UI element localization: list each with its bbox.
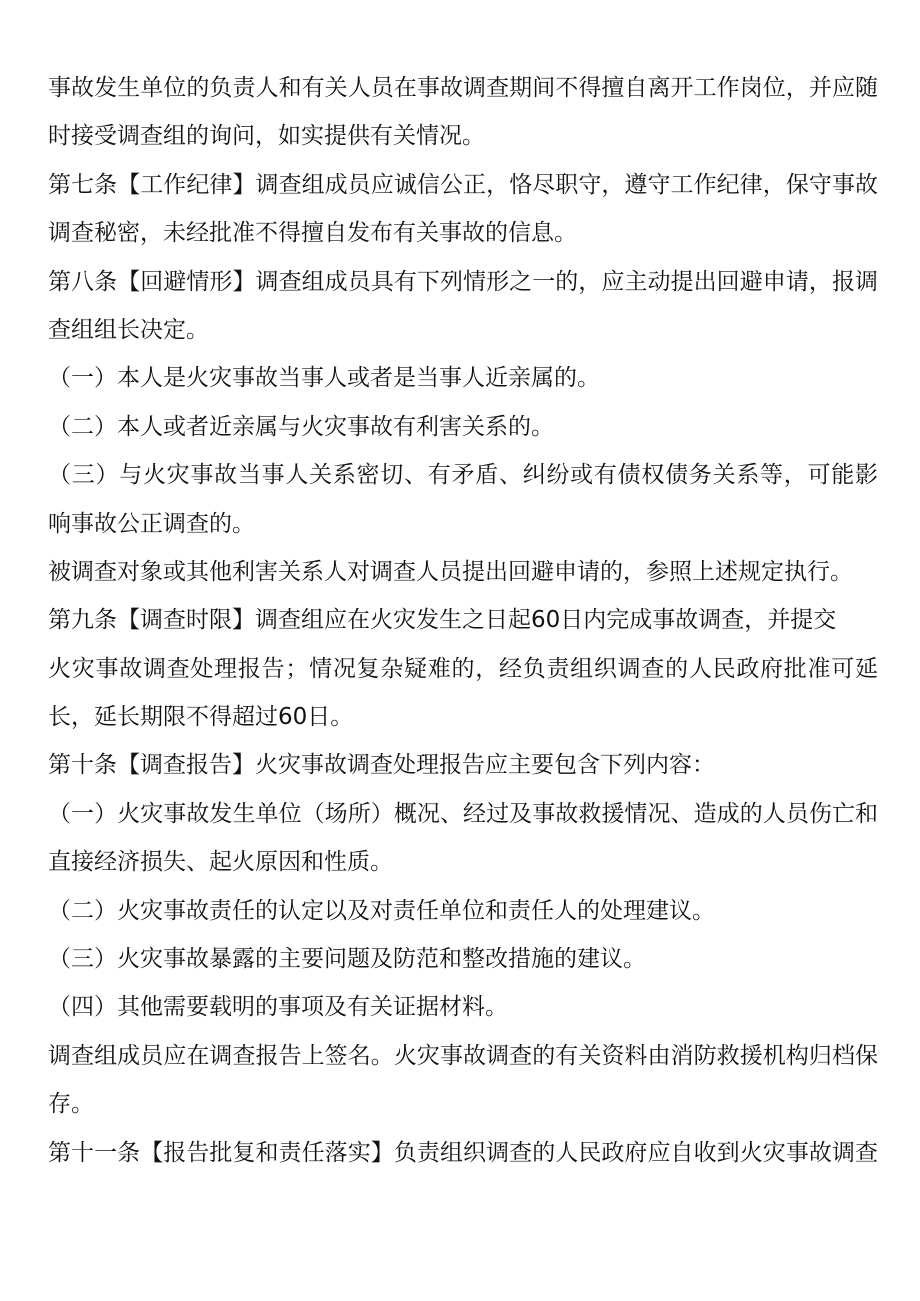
text-line: 存。 bbox=[48, 1091, 94, 1118]
text-line: 调查组成员应在调查报告上签名。火灾事故调查的有关资料由消防救援机构归档保 bbox=[48, 1042, 878, 1069]
text-line: 第七条【工作纪律】调查组成员应诚信公正，恪尽职守，遵守工作纪律，保守事故 bbox=[48, 171, 878, 198]
text-line: （二）火灾事故责任的认定以及对责任单位和责任人的处理建议。 bbox=[48, 897, 715, 924]
text-line: 时接受调查组的询问，如实提供有关情况。 bbox=[48, 123, 485, 150]
text-line: （一）本人是火灾事故当事人或者是当事人近亲属的。 bbox=[48, 365, 600, 392]
text-line: 第八条【回避情形】调查组成员具有下列情形之一的，应主动提出回避申请，报调 bbox=[48, 268, 878, 295]
text-line: 被调查对象或其他利害关系人对调查人员提出回避申请的，参照上述规定执行。 bbox=[48, 558, 853, 585]
text-line: （三）火灾事故暴露的主要问题及防范和整改措施的建议。 bbox=[48, 946, 646, 973]
text-line: 第九条【调查时限】调查组应在火灾发生之日起60日内完成事故调查，并提交 bbox=[48, 607, 837, 634]
text-line: 事故发生单位的负责人和有关人员在事故调查期间不得擅自离开工作岗位，并应随 bbox=[48, 75, 878, 101]
text-line: （三）与火灾事故当事人关系密切、有矛盾、纠纷或有债权债务关系等，可能影 bbox=[48, 462, 878, 489]
text-line: （一）火灾事故发生单位（场所）概况、经过及事故救援情况、造成的人员伤亡和 bbox=[48, 800, 878, 827]
text-line: 长，延长期限不得超过60日。 bbox=[48, 704, 354, 731]
text-line: 调查秘密，未经批准不得擅自发布有关事故的信息。 bbox=[48, 220, 577, 247]
text-line: （四）其他需要载明的事项及有关证据材料。 bbox=[48, 994, 508, 1021]
text-line: 第十条【调查报告】火灾事故调查处理报告应主要包含下列内容： bbox=[48, 752, 715, 779]
text-line: 第十一条【报告批复和责任落实】负责组织调查的人民政府应自收到火灾事故调查 bbox=[48, 1139, 878, 1166]
text-line: 查组组长决定。 bbox=[48, 316, 209, 343]
text-line: 响事故公正调查的。 bbox=[48, 510, 255, 537]
text-line: （二）本人或者近亲属与火灾事故有利害关系的。 bbox=[48, 413, 554, 440]
text-line: 直接经济损失、起火原因和性质。 bbox=[48, 849, 393, 876]
text-line: 火灾事故调查处理报告；情况复杂疑难的，经负责组织调查的人民政府批准可延 bbox=[48, 655, 878, 682]
document-body bbox=[48, 72, 878, 1185]
